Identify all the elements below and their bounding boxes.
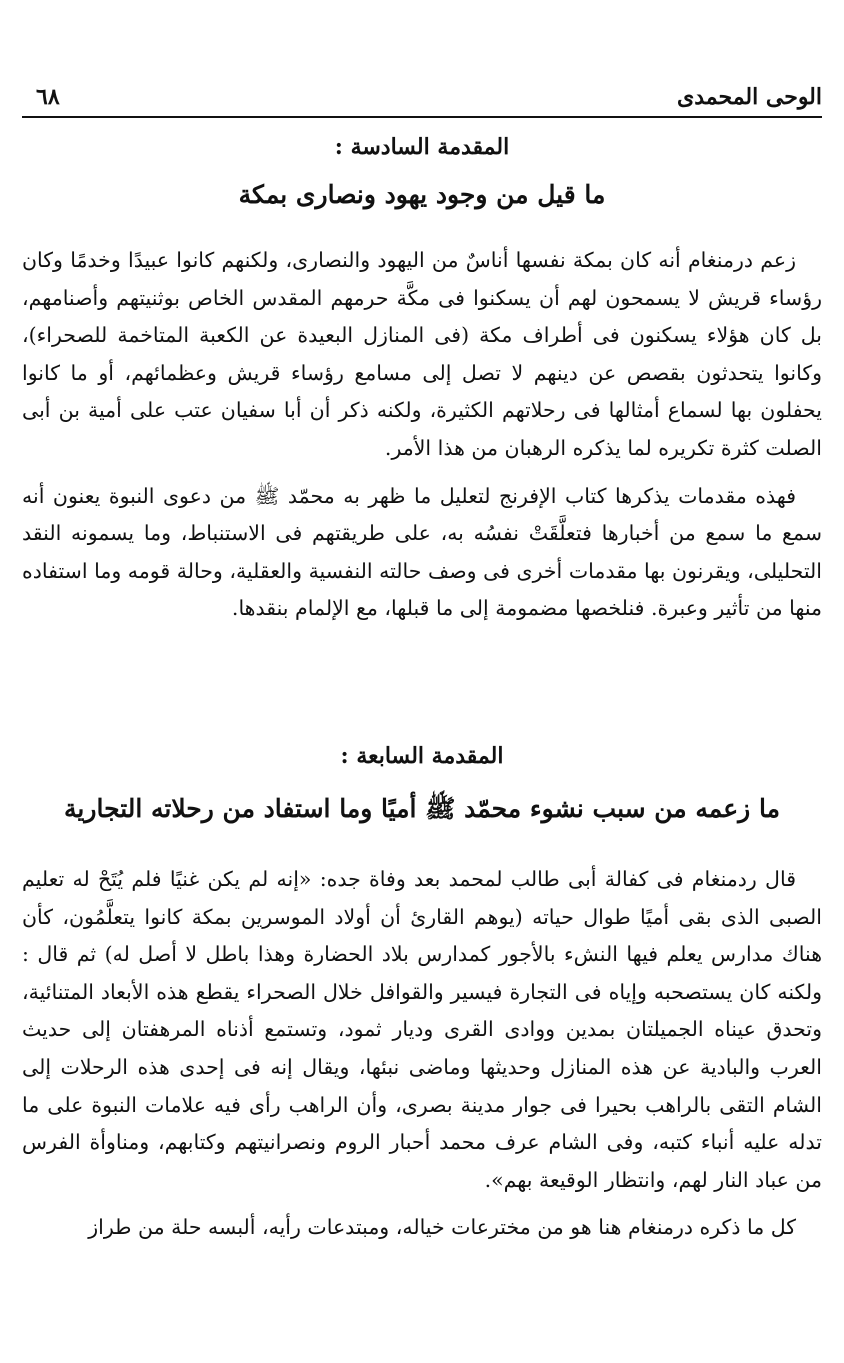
paragraph: قال ردمنغام فى كفالة أبى طالب لمحمد بعد وفاة جده: «إنه لم يكن غنيًا فلم يُتَحْ له تعليم الصبى الذى بقى أميًا طوال حياته (يوهم القارئ أن أولاد الموسرين بمكة كانوا يتعلَّمُون، كأن هناك مدارس يعلم فيها النشء بالأجور كمدارس بلاد الحضارة وهذا باطل لا أصل له) ثم قال : ولكنه كان يستصحبه وإياه فى التجارة فيسير والقوافل خلال الصحراء يقطع هذه الأبعاد المتنائية، وتحدق عيناه الجميلتان بمدين ووادى القرى وديار ثمود، وتستمع أذناه المرهفتان إلى حديث العرب والبادية عن هذه المنازل وحديثها وماضى نبئها، ويقال إنه فى إحدى هذه الرحلات إلى الشام التقى بالراهب بحيرا فى جوار مدينة بصرى، وأن الراهب رأى فيه علامات النبوة على ما تدله عليه أنباء كتبه، وفى الشام عرف محمد أحبار الروم ونصرانيتهم وكتابهم، ومناوأة الفرس من عباد النار لهم، وانتظار الوقيعة بهم».: [22, 867, 822, 1192]
section-sixth-premise: [22, 134, 822, 628]
section-label: المقدمة السادسة :: [334, 134, 510, 160]
paragraph: كل ما ذكره درمنغام هنا هو من مخترعات خياله، ومبتدعات رأيه، ألبسه حلة من طراز: [88, 1215, 796, 1240]
header-rule: [22, 116, 822, 118]
page-header: [22, 78, 822, 116]
section-seventh-premise: [22, 743, 822, 1247]
paragraph: فهذه مقدمات يذكرها كتاب الإفرنج لتعليل ما ظهر به محمّد ﷺ من دعوى النبوة يعنون أنه سمع ما سمع من أخبارها فتعلَّقَتْ نفسُه به، على طريقتهم فى الاستنباط، وما يسمونه النقد التحليلى، ويقرنون بها مقدمات أخرى فى وصف حالته النفسية والعقلية، وحالة قومه وما استفاده منها من تأثير وعبرة. فنلخصها مضمومة إلى ما قبلها، مع الإلمام بنقدها.: [22, 483, 822, 621]
section-label: المقدمة السابعة :: [340, 743, 504, 769]
section-title: ما زعمه من سبب نشوء محمّد ﷺ أميًا وما استفاد من رحلاته التجارية: [64, 794, 780, 823]
section-title: ما قيل من وجود يهود ونصارى بمكة: [238, 180, 606, 209]
page-number: ٦٨: [36, 84, 60, 110]
paragraph: زعم درمنغام أنه كان بمكة نفسها أناسٌ من اليهود والنصارى، ولكنهم كانوا عبيدًا وخدمًا وكان رؤساء قريش لا يسمحون لهم أن يسكنوا فى مكَّة حرمهم المقدس الخاص بوثنيتهم وأصنامهم، بل كان هؤلاء يسكنون فى أطراف مكة (فى المنازل البعيدة عن الكعبة المتاخمة للصحراء)، وكانوا يتحدثون بقصص عن دينهم لا تصل إلى مسامع رؤساء قريش وعظمائهم، أو ما كانوا يحفلون بها لسماع أمثالها فى رحلاتهم الكثيرة، ولكنه ذكر أن أبا سفيان عتب على أمية بن أبى الصلت كثرة تكريره لما يذكره الرهبان من هذا الأمر.: [22, 248, 822, 460]
running-title: الوحى المحمدى: [677, 84, 822, 110]
